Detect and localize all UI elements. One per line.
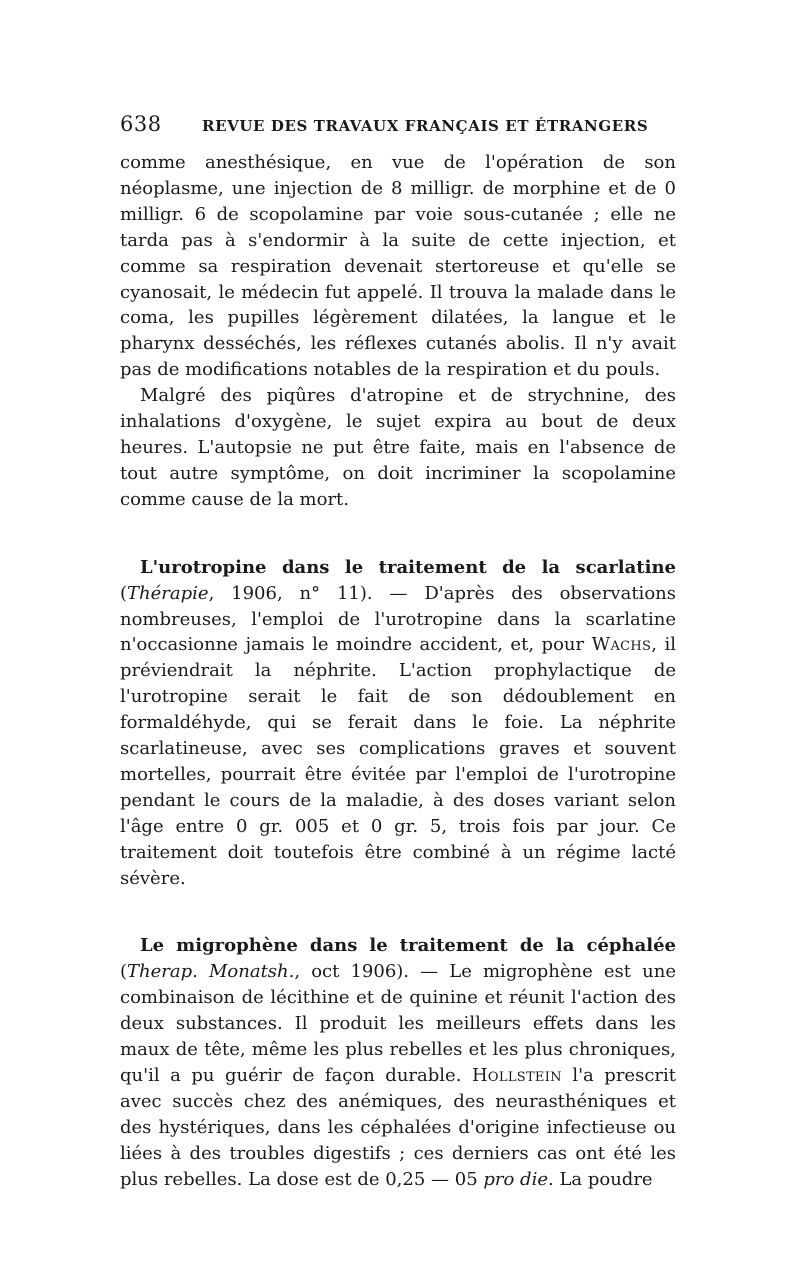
book-page: [120, 112, 676, 1193]
running-title: REVUE DES TRAVAUX FRANÇAIS ET ÉTRANGERS: [202, 117, 649, 135]
article-migrophene: [120, 933, 676, 1192]
article-title: L'urotropine dans le traitement de la scarlatine: [140, 556, 676, 578]
source-journal: Therap. Monatsh.: [127, 961, 295, 983]
dosage-latin: pro die: [483, 1168, 548, 1190]
article-text-continued: , il préviendrait la néphrite. L'action prophylactique de l'urotropine serait le fait de son dédoublement en formaldéhyde, qui se ferait dans le foie. La néphrite scarlatineuse, avec ses complications graves et souvent mortelles, pourrait être évitée par l'emploi de l'urotropine pendant le cours de la maladie, à des doses variant selon l'âge entre 0 gr. 005 et 0 gr. 5, trois fois par jour. Ce traitement doit toutefois être combiné à un régime lacté sévère.: [120, 634, 676, 889]
author-name: Hollstein: [471, 1065, 562, 1086]
source-citation: , 1906, n° 11). —: [208, 582, 425, 604]
source-citation: , oct 1906). —: [294, 961, 450, 983]
running-head: [120, 112, 676, 142]
article-text: D'après des observations nombreuses, l'emploi de l'urotropine dans la scarlatine n'occasionne jamais le moindre accident, et, pour: [120, 582, 676, 656]
article-text: Le migrophène est une combinaison de lécithine et de quinine et réunit l'action des deux substances. Il produit les meilleurs effets dans les maux de tête, même les plus rebelles et les plus chroniques, qu'il a pu guérir de façon durable.: [120, 961, 676, 1086]
continuation-paragraph-2: Malgré des piqûres d'atropine et de strychnine, des inhalations d'oxygène, le sujet expira au bout de deux heures. L'autopsie ne put être faite, mais en l'absence de tout autre symptôme, on doit incriminer la scopolamine comme cause de la mort.: [120, 385, 676, 510]
continuation-paragraph: comme anesthésique, en vue de l'opération de son néoplasme, une injection de 8 milligr. de morphine et de 0 milligr. 6 de scopolamine par voie sous-cutanée ; elle ne tarda pas à s'endormir à la suite de cette injection, et comme sa respiration devenait stertoreuse et qu'elle se cyanosait, le médecin fut appelé. Il trouva la malade dans le coma, les pupilles légèrement dilatées, la langue et le pharynx desséchés, les réflexes cutanés abolis. Il n'y avait pas de modifications notables de la respiration et du pouls.: [120, 152, 676, 381]
source-open: (: [120, 961, 128, 983]
article-title: Le migrophène dans le traitement de la céphalée: [140, 935, 676, 957]
author-name: Wachs: [591, 634, 652, 656]
article-urotropine: [120, 555, 676, 892]
source-journal: Thérapie: [127, 582, 209, 604]
source-open: (: [120, 582, 128, 604]
article-text-end: . La poudre: [548, 1168, 653, 1190]
article-text-continued: l'a prescrit avec succès chez des anémiques, des neurasthéniques et des hystériques, dans les céphalées d'origine infectieuse ou liées à des troubles digestifs ; ces derniers cas ont été les plus rebelles. La dose est de 0,25 — 05: [120, 1065, 676, 1190]
page-number: 638: [120, 112, 162, 136]
